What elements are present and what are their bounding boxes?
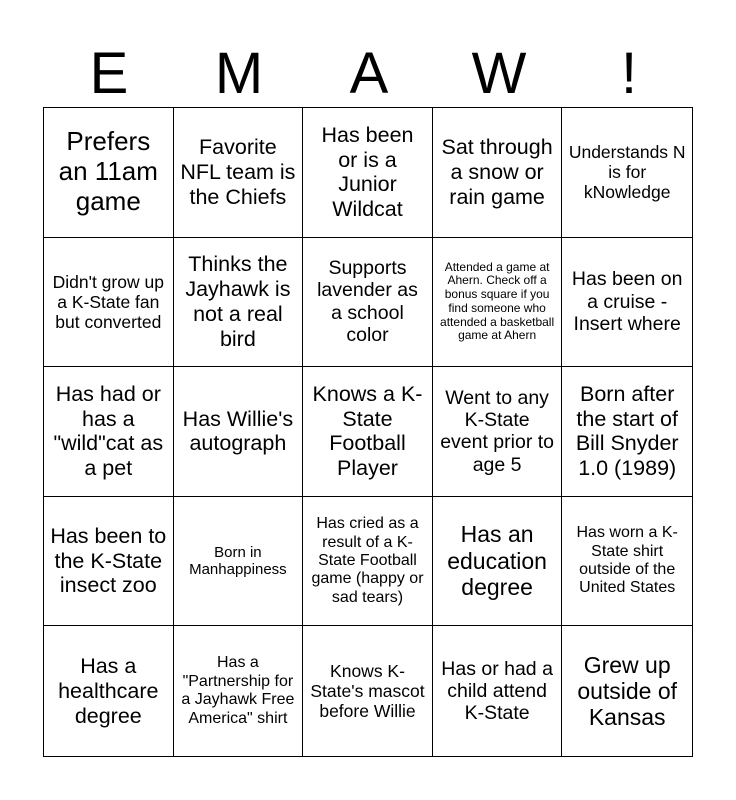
header-letter-2: M <box>214 41 264 106</box>
bingo-square-r3c1[interactable]: Has had or has a "wild"cat as a pet <box>44 367 174 497</box>
bingo-square-r5c2[interactable]: Has a "Partnership for a Jayhawk Free America" shirt <box>174 626 304 756</box>
bingo-square-r2c5[interactable]: Has been on a cruise - Insert where <box>562 238 692 368</box>
bingo-square-r4c1[interactable]: Has been to the K-State insect zoo <box>44 497 174 627</box>
bingo-square-r2c3[interactable]: Supports lavender as a school color <box>303 238 433 368</box>
bingo-square-r2c1[interactable]: Didn't grow up a K-State fan but converted <box>44 238 174 368</box>
bingo-square-r1c1[interactable]: Prefers an 11am game <box>44 108 174 238</box>
bingo-square-r4c3[interactable]: Has cried as a result of a K-State Football game (happy or sad tears) <box>303 497 433 627</box>
bingo-square-r2c2[interactable]: Thinks the Jayhawk is not a real bird <box>174 238 304 368</box>
bingo-square-r4c2[interactable]: Born in Manhappiness <box>174 497 304 627</box>
bingo-grid <box>43 107 693 757</box>
header-letter-3: A <box>349 41 389 106</box>
header-letter-4: W <box>471 41 527 106</box>
bingo-square-r3c4[interactable]: Went to any K-State event prior to age 5 <box>433 367 563 497</box>
bingo-square-r2c4[interactable]: Attended a game at Ahern. Check off a bonus square if you find someone who attended a basketball game at Ahern <box>433 238 563 368</box>
bingo-square-r4c4[interactable]: Has an education degree <box>433 497 563 627</box>
bingo-square-r3c3[interactable]: Knows a K-State Football Player <box>303 367 433 497</box>
bingo-square-r1c3[interactable]: Has been or is a Junior Wildcat <box>303 108 433 238</box>
bingo-square-r1c4[interactable]: Sat through a snow or rain game <box>433 108 563 238</box>
bingo-square-r5c3[interactable]: Knows K-State's mascot before Willie <box>303 626 433 756</box>
bingo-square-r1c2[interactable]: Favorite NFL team is the Chiefs <box>174 108 304 238</box>
header-letter-5: ! <box>620 41 638 106</box>
bingo-header <box>44 40 694 108</box>
bingo-square-r4c5[interactable]: Has worn a K-State shirt outside of the United States <box>562 497 692 627</box>
bingo-square-r1c5[interactable]: Understands N is for kNowledge <box>562 108 692 238</box>
bingo-square-r5c1[interactable]: Has a healthcare degree <box>44 626 174 756</box>
bingo-square-r3c5[interactable]: Born after the start of Bill Snyder 1.0 (1989) <box>562 367 692 497</box>
header-letter-1: E <box>89 41 129 106</box>
bingo-square-r5c4[interactable]: Has or had a child attend K-State <box>433 626 563 756</box>
bingo-square-r3c2[interactable]: Has Willie's autograph <box>174 367 304 497</box>
bingo-square-r5c5[interactable]: Grew up outside of Kansas <box>577 651 678 731</box>
